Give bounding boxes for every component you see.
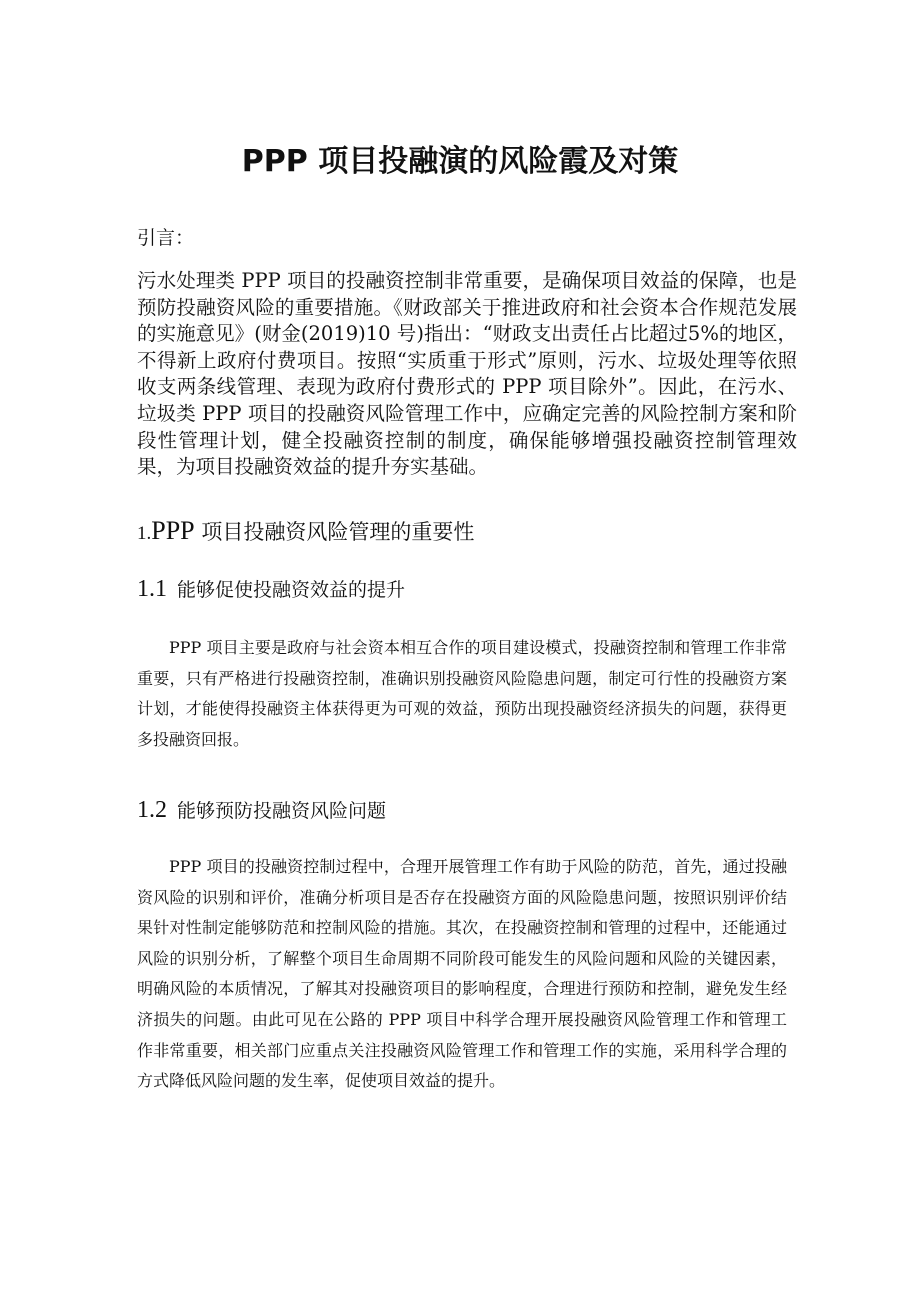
section-1-2-number: 1.2 xyxy=(137,797,167,823)
section-1-number: 1. xyxy=(137,523,152,544)
section-1-1-paragraph: PPP 项目主要是政府与社会资本相互合作的项目建设模式，投融资控制和管理工作非常重要，只有严格进行投融资控制，准确识别投融资风险隐患问题，制定可行性的投融资方案计划，才能使得投融资主体获得更为可观的效益，预防出现投融资经济损失的问题，获得更多投融资回报。 xyxy=(137,638,787,749)
section-1-1-heading xyxy=(137,572,405,607)
intro-label: 引言： xyxy=(137,227,195,249)
section-1-1-number: 1.1 xyxy=(137,576,167,602)
section-1-2-heading xyxy=(137,793,386,828)
intro-paragraph: 污水处理类 PPP 项目的投融资控制非常重要，是确保项目效益的保障，也是预防投融资风险的重要措施。《财政部关于推进政府和社会资本合作规范发展的实施意见》(财金(2019)10 号)指出：“财政支出责任占比超过5%的地区，不得新上政府付费项目。按照“实质重于形式”原则，污水、垃圾处理等依照收支两条线管理、表现为政府付费形式的 PPP 项目除外”。因此，在污水、垃圾类 PPP 项目的投融资风险管理工作中，应确定完善的风险控制方案和阶段性管理计划，健全投融资控制的制度，确保能够增强投融资控制管理效果，为项目投融资效益的提升夯实基础。 xyxy=(137,269,797,479)
section-1-1-title: 能够促使投融资效益的提升 xyxy=(177,579,406,601)
section-1-title: 项目投融资风险管理的重要性 xyxy=(194,520,475,544)
section-1-2-paragraph: PPP 项目的投融资控制过程中，合理开展管理工作有助于风险的防范，首先，通过投融资风险的识别和评价，准确分析项目是否存在投融资方面的风险隐患问题，按照识别评价结果针对性制定能够防范和控制风险的措施。其次，在投融资控制和管理的过程中，还能通过风险的识别分析，了解整个项目生命周期不同阶段可能发生的风险问题和风险的关键因素，明确风险的本质情况，了解其对投融资项目的影响程度，合理进行预防和控制，避免发生经济损失的问题。由此可见在公路的 PPP 项目中科学合理开展投融资风险管理工作和管理工作非常重要，相关部门应重点关注投融资风险管理工作和管理工作的实施，采用科学合理的方式降低风险问题的发生率，促使项目效益的提升。 xyxy=(137,857,787,1091)
section-1-heading xyxy=(137,514,474,551)
section-1-2-title: 能够预防投融资风险问题 xyxy=(177,800,387,822)
document-title: PPP 项目投融演的风险霞及对策 xyxy=(241,144,679,179)
section-1-ppp: PPP xyxy=(151,516,195,545)
